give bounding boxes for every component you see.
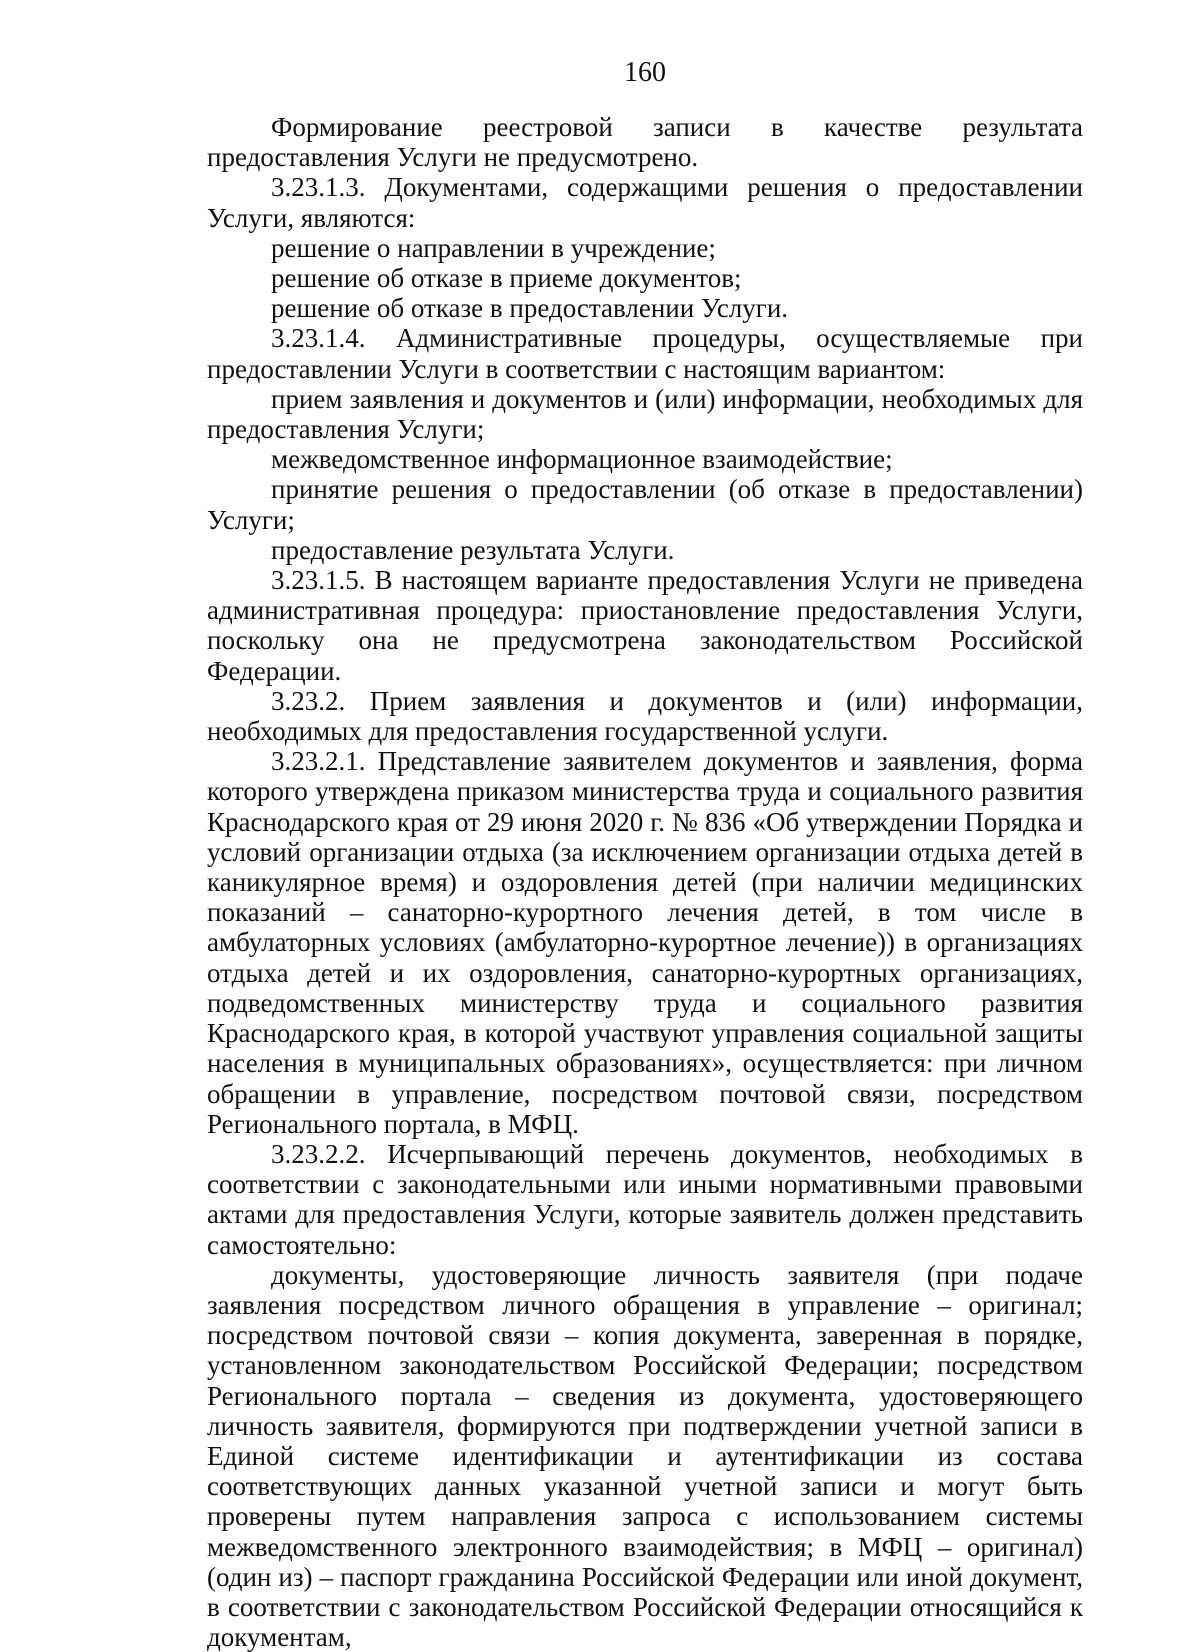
paragraph-3-23-2-2: 3.23.2.2. Исчерпывающий перечень документов, необходимых в соответствии с законодательными или иными нормативными правовыми актами для предоставления Услуги, которые заявитель должен представить самостоятельно: [207,1138,1083,1260]
document-body [207,112,1083,1652]
paragraph-3-23-2: 3.23.2. Прием заявления и документов и (или) информации, необходимых для предоставления государственной услуги. [207,685,1083,747]
paragraph-identity-documents: документы, удостоверяющие личность заявителя (при подаче заявления посредством личного обращения в управление – оригинал; посредством почтовой связи – копия документа, заверенная в порядке, установленном законодательством Российской Федерации; посредством Регионального портала – сведения из документа, удостоверяющего личность заявителя, формируются при подтверждении учетной записи в Единой системе идентификации и аутентификации из состава соответствующих данных указанной учетной записи и могут быть проверены путем направления запроса с использованием системы межведомственного электронного взаимодействия; в МФЦ – оригинал) (один из) – паспорт гражданина Российской Федерации или иной документ, в соответствии с законодательством Российской Федерации относящийся к документам, [207,1259,1083,1652]
paragraph-3-23-1-4: 3.23.1.4. Административные процедуры, осуществляемые при предоставлении Услуги в соответствии с настоящим вариантом: [207,323,1083,384]
list-item-interagency-interaction: межведомственное информационное взаимодействие; [271,444,893,475]
list-item-result-provision: предоставление результата Услуги. [271,534,675,565]
list-item-decision-making: принятие решения о предоставлении (об отказе в предоставлении) Услуги; [207,474,1083,535]
paragraph-3-23-1-3: 3.23.1.3. Документами, содержащими решения о предоставлении Услуги, являются: [207,172,1083,233]
list-item-decision-refusal-service: решение об отказе в предоставлении Услуги. [271,293,789,324]
page-number: 160 [624,57,666,88]
list-item-application-reception: прием заявления и документов и (или) информации, необходимых для предоставления Услуги; [207,383,1083,445]
list-item-decision-referral: решение о направлении в учреждение; [271,232,716,263]
paragraph-registry-record: Формирование реестровой записи в качестве результата предоставления Услуги не предусмотрено. [207,112,1083,173]
list-item-decision-refusal-documents: решение об отказе в приеме документов; [271,263,742,294]
paragraph-3-23-1-5: 3.23.1.5. В настоящем варианте предоставления Услуги не приведена административная процедура: приостановление предоставления Услуги, поскольку она не предусмотрена законодательством Российской Федерации. [207,565,1083,686]
paragraph-3-23-2-1: 3.23.2.1. Представление заявителем документов и заявления, форма которого утверждена приказом министерства труда и социального развития Краснодарского края от 29 июня 2020 г. № 836 «Об утверждении Порядка и условий организации отдыха (за исключением организации отдыха детей в каникулярное время) и оздоровления детей (при наличии медицинских показаний – санаторно-курортного лечения детей, в том числе в амбулаторных условиях (амбулаторно-курортное лечение)) в организациях отдыха детей и их оздоровления, санаторно-курортных организациях, подведомственных министерству труда и социального развития Краснодарского края, в которой участвуют управления социальной защиты населения в муниципальных образованиях», осуществляется: при личном обращении в управление, посредством почтовой связи, посредством Регионального портала, в МФЦ. [207,746,1083,1139]
